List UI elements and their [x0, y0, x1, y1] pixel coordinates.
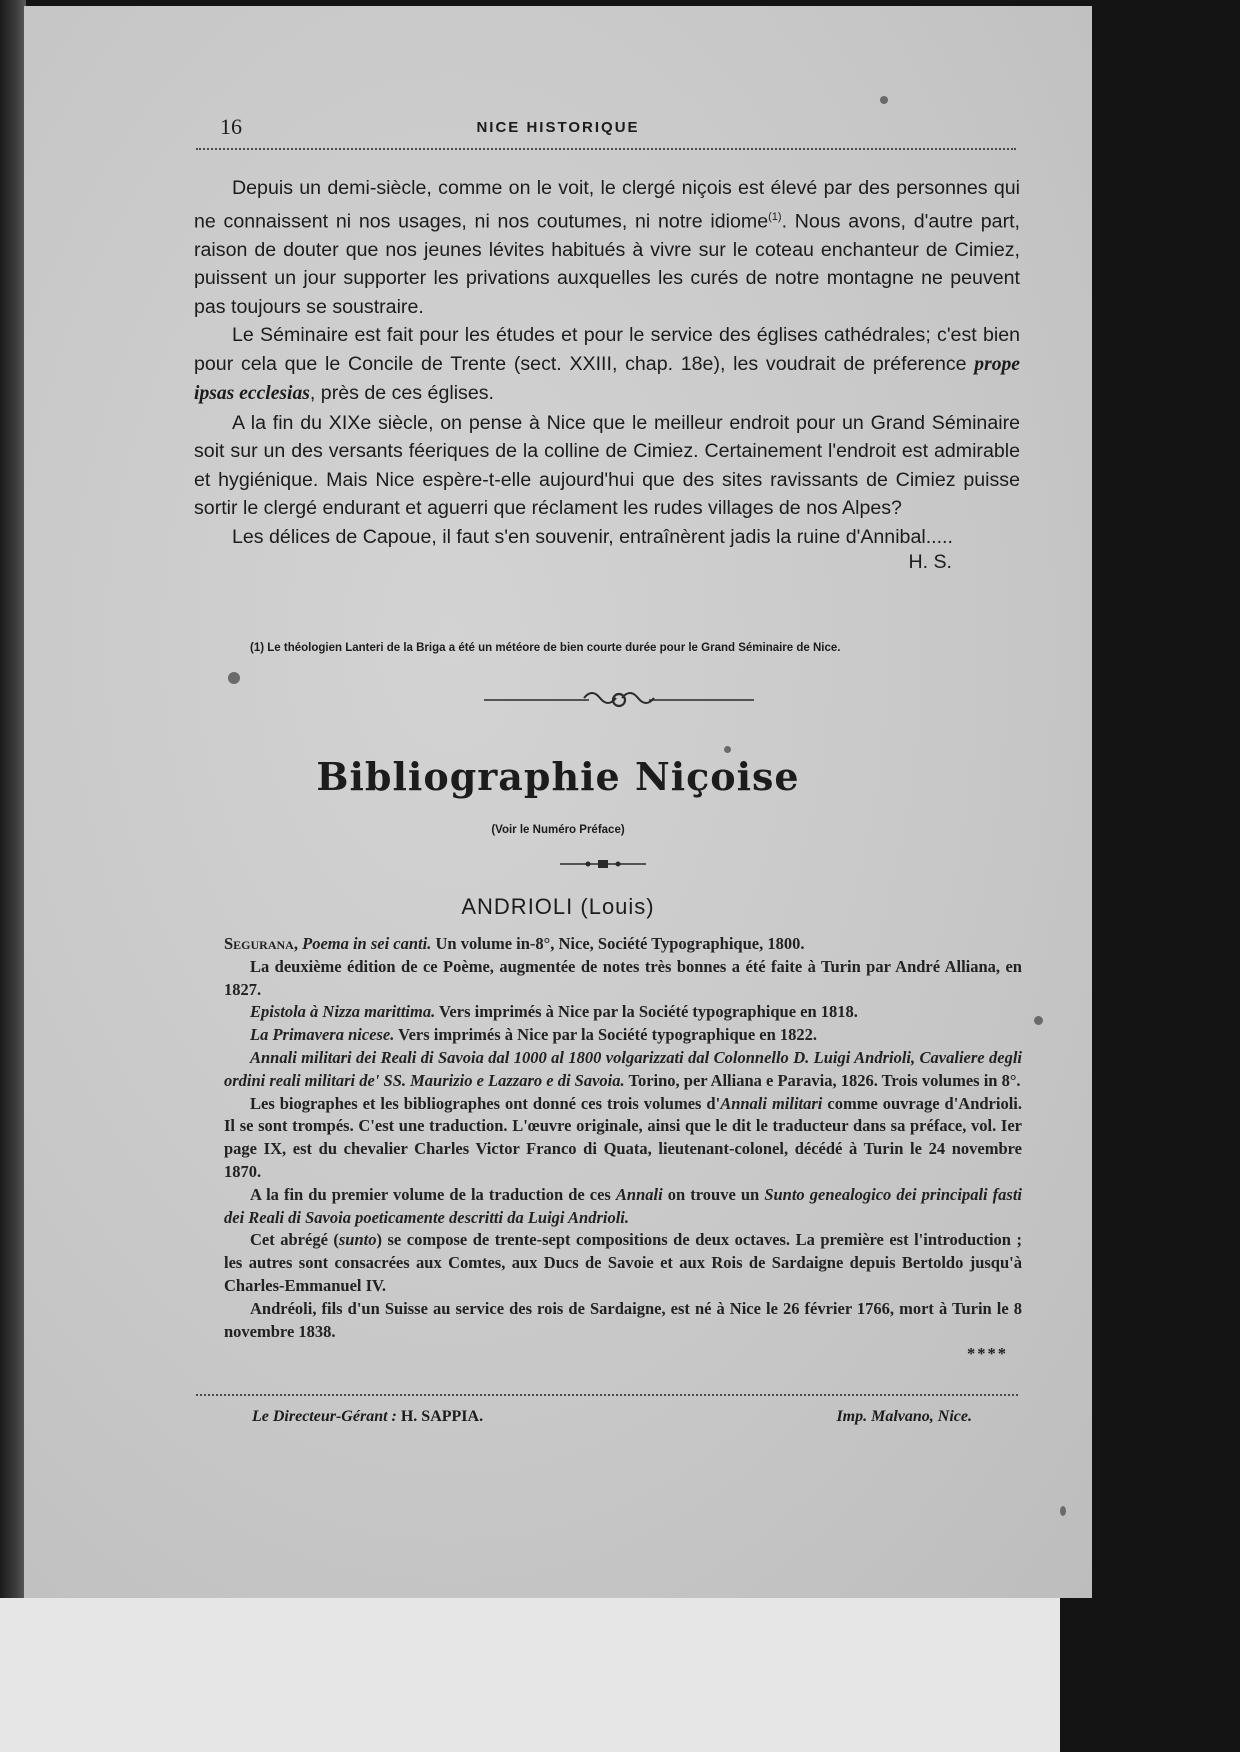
- bib-line: Cet abrégé (sunto) se compose de trente-sept compositions de deux octaves. La première est l'introduction ; les autres sont consacrées aux Comtes, aux Ducs de Savoie et aux Rois de Sardaigne depuis Bertoldo jusqu'à Charles-Emmanuel IV.: [224, 1230, 1022, 1295]
- paragraph: A la fin du XIXe siècle, on pense à Nice que le meilleur endroit pour un Grand Séminaire soit sur un des versants féeriques de la colline de Cimiez. Certainement l'endroit est admirable et hygiénique. Mais Nice espère-t-elle aujourd'hui que des sites ravissants de Cimiez puisse sortir le clergé endurant et aguerri que réclament les rudes villages de nos Alpes?: [194, 411, 1020, 520]
- section-subtitle: (Voir le Numéro Préface): [491, 824, 625, 836]
- signature: H. S.: [908, 551, 952, 574]
- scan-speck: [228, 672, 240, 684]
- scan-background: [0, 1598, 1060, 1752]
- running-header: [24, 114, 1092, 144]
- bib-line: La deuxième édition de ce Poème, augmentée de notes très bonnes a été faite à Turin par André Alliana, en 1827.: [224, 956, 1022, 999]
- entry-author: ANDRIOLI (Louis): [461, 894, 655, 919]
- bib-line: A la fin du premier volume de la traduction de ces Annali on trouve un Sunto genealogico dei principali fasti dei Reali di Savoia poeticamente descritti da Luigi Andrioli.: [224, 1184, 1023, 1227]
- paragraph: Les délices de Capoue, il faut s'en souvenir, entraînèrent jadis la ruine d'Annibal.....: [232, 525, 953, 548]
- bib-line: Epistola à Nizza marittima. Vers imprimés à Nice par la Société typographique en 1818.: [250, 1002, 858, 1022]
- director-credit: Le Directeur-Gérant : H. SAPPIA.: [252, 1408, 484, 1425]
- scan-speck: [1060, 1506, 1066, 1516]
- bibliography-entry: [224, 933, 1022, 1366]
- bib-line: Annali militari dei Reali di Savoia dal 1000 al 1800 volgarizzati dal Colonnello D. Luigi Andrioli, Cavaliere degli ordini reali militari de' SS. Maurizio e Lazzaro e di Savoia. Torino, per Alliana e Paravia, 1826. Trois volumes in 8°.: [224, 1047, 1022, 1090]
- bib-line: Segurana, Poema in sei canti. Un volume in-8°, Nice, Société Typographique, 1800.: [224, 934, 805, 953]
- scan-speck: [1034, 1016, 1043, 1025]
- header-rule: [196, 148, 1016, 150]
- end-stars: ****: [967, 1344, 1008, 1364]
- header-title: NICE HISTORIQUE: [476, 119, 640, 136]
- bib-line: La Primavera nicese. Vers imprimés à Nice par la Société typographique en 1822.: [250, 1025, 818, 1045]
- scan-speck: [880, 96, 888, 104]
- paragraph: Le Séminaire est fait pour les études et pour le service des églises cathédrales; c'est bien pour cela que le Concile de Trente (sect. XXIII, chap. 18e), les voudrait de préference prope ipsas ecclesias, près de ces églises.: [194, 324, 1020, 405]
- printer-credit: Imp. Malvano, Nice.: [836, 1408, 972, 1425]
- footer-rule: [196, 1394, 1018, 1396]
- section-title: Bibliographie Niçoise: [316, 754, 800, 799]
- scan-left-edge: [0, 0, 26, 1600]
- bib-line: Les biographes et les bibliographes ont donné ces trois volumes d'Annali militari comme ouvrage d'Andrioli. Il se sont trompés. C'est une traduction. L'œuvre originale, ainsi que le dit le traducteur dans sa préface, vol. Ier page IX, est du chevalier Charles Victor Franco di Quata, lieutenant-colonel, décédé à Turin le 24 novembre 1870.: [224, 1093, 1023, 1181]
- small-divider-ornament: [560, 858, 646, 870]
- bib-line: Andréoli, fils d'un Suisse au service des rois de Sardaigne, est né à Nice le 26 février 1766, mort à Turin le 8 novembre 1838.: [224, 1298, 1022, 1341]
- paragraph: Depuis un demi-siècle, comme on le voit, le clergé niçois est élevé par des personnes qui ne connaissent ni nos usages, ni nos coutumes, ni notre idiome$^{(1)}$. Nous avons, d'autre part, raison de douter que nos jeunes lévites habitués à vivre sur le coteau enchanteur de Cimiez, puissent un jour supporter les privations auxquelles les curés de notre montagne ne peuvent pas toujours se soustraire.: [194, 177, 1020, 318]
- scan-speck: [724, 746, 731, 753]
- footnote-ref: (1): [768, 210, 782, 223]
- latin-phrase: prope ipsas ecclesias: [194, 353, 1020, 405]
- document-page: [24, 6, 1092, 1598]
- page-number: 16: [220, 114, 242, 139]
- body-text: [194, 174, 1020, 577]
- footnote: (1) Le théologien Lanteri de la Briga a été un météore de bien courte durée pour le Grand Séminaire de Nice.: [250, 642, 841, 654]
- divider-ornament: [484, 684, 754, 716]
